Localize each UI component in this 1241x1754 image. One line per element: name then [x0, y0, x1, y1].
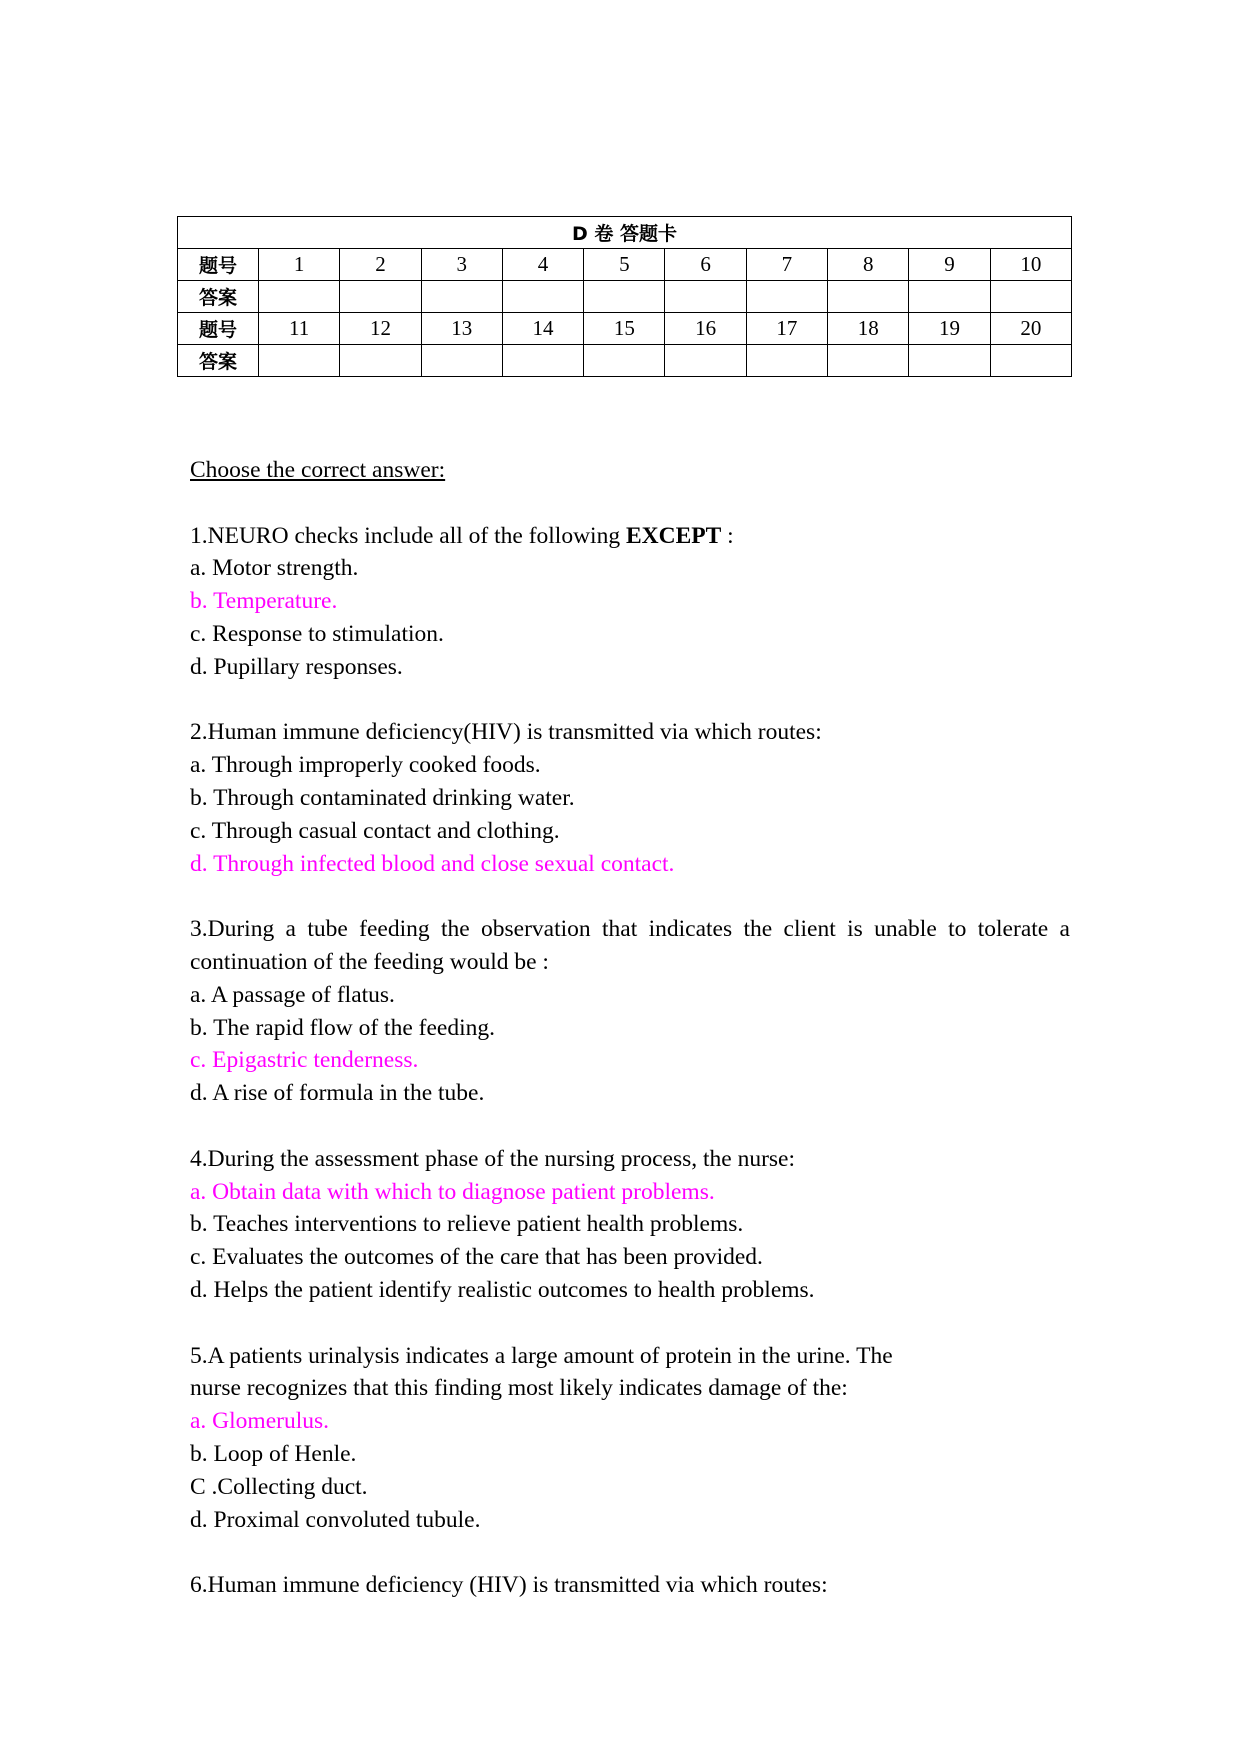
option-a: a. Motor strength. — [190, 555, 359, 582]
option-d-correct: d. Through infected blood and close sexual contact. — [190, 850, 675, 877]
answer-cell[interactable] — [421, 345, 502, 377]
answer-card-table — [177, 216, 1072, 377]
option-d: d. A rise of formula in the tube. — [190, 1080, 485, 1107]
option-a-correct: a. Obtain data with which to diagnose patient problems. — [190, 1178, 715, 1205]
option-c-correct: c. Epigastric tenderness. — [190, 1047, 419, 1074]
question-number-cell: 10 — [990, 249, 1071, 281]
answer-label: 答案 — [178, 281, 259, 313]
instruction-text: Choose the correct answer: — [190, 457, 446, 483]
question-number-cell: 2 — [340, 249, 421, 281]
option-d: d. Pupillary responses. — [190, 653, 403, 680]
question-stem-line-2: nurse recognizes that this finding most likely indicates damage of the: — [190, 1375, 848, 1402]
question-number-cell: 14 — [502, 313, 583, 345]
question-6 — [190, 1569, 1070, 1602]
question-1 — [190, 520, 1070, 684]
question-number-cell: 16 — [665, 313, 746, 345]
answer-cell[interactable] — [259, 281, 340, 313]
option-c: c. Response to stimulation. — [190, 620, 444, 647]
question-number-cell: 4 — [502, 249, 583, 281]
answer-cell[interactable] — [584, 281, 665, 313]
answer-cell[interactable] — [502, 345, 583, 377]
answer-cell[interactable] — [909, 281, 990, 313]
answer-label: 答案 — [178, 345, 259, 377]
question-3 — [190, 913, 1070, 1110]
answer-card-number-row — [178, 249, 1072, 281]
question-number-cell: 9 — [909, 249, 990, 281]
question-stem — [190, 520, 1070, 553]
answer-cell[interactable] — [990, 345, 1071, 377]
question-number-cell: 19 — [909, 313, 990, 345]
number-label: 题号 — [178, 249, 259, 281]
answer-cell[interactable] — [584, 345, 665, 377]
answer-cell[interactable] — [259, 345, 340, 377]
option-c: c. Through casual contact and clothing. — [190, 817, 560, 844]
option-b: b. Teaches interventions to relieve patient health problems. — [190, 1211, 744, 1238]
option-d: d. Helps the patient identify realistic outcomes to health problems. — [190, 1276, 815, 1303]
question-number-cell: 17 — [746, 313, 827, 345]
answer-card-title: D 卷 答题卡 — [178, 217, 1072, 249]
question-2 — [190, 716, 1070, 880]
answer-cell[interactable] — [828, 345, 909, 377]
option-a: a. A passage of flatus. — [190, 981, 395, 1008]
answer-cell[interactable] — [665, 281, 746, 313]
answer-cell[interactable] — [340, 281, 421, 313]
question-number-cell: 7 — [746, 249, 827, 281]
answer-card-number-row — [178, 313, 1072, 345]
stem-tail: : — [721, 522, 734, 549]
question-stem: 4.During the assessment phase of the nursing process, the nurse: — [190, 1145, 795, 1172]
stem-emphasis: EXCEPT — [625, 522, 722, 549]
stem-text: 1.NEURO checks include all of the following — [190, 522, 626, 549]
question-number-cell: 15 — [584, 313, 665, 345]
option-d: d. Proximal convoluted tubule. — [190, 1506, 481, 1533]
answer-cell[interactable] — [502, 281, 583, 313]
answer-cell[interactable] — [746, 345, 827, 377]
answer-card-title-row — [178, 217, 1072, 249]
option-b: b. Through contaminated drinking water. — [190, 784, 575, 811]
question-stem: 2.Human immune deficiency(HIV) is transmitted via which routes: — [190, 719, 822, 746]
option-b: b. Loop of Henle. — [190, 1440, 357, 1467]
option-a: a. Through improperly cooked foods. — [190, 752, 541, 779]
answer-cell[interactable] — [421, 281, 502, 313]
answer-cell[interactable] — [909, 345, 990, 377]
question-5 — [190, 1340, 1070, 1537]
question-number-cell: 13 — [421, 313, 502, 345]
question-stem-line-1: 5.A patients urinalysis indicates a large amount of protein in the urine. The — [190, 1342, 893, 1369]
question-list — [190, 454, 1070, 1635]
question-number-cell: 11 — [259, 313, 340, 345]
question-number-cell: 3 — [421, 249, 502, 281]
number-label: 题号 — [178, 313, 259, 345]
question-number-cell: 20 — [990, 313, 1071, 345]
answer-card-answer-row — [178, 345, 1072, 377]
answer-cell[interactable] — [828, 281, 909, 313]
answer-cell[interactable] — [990, 281, 1071, 313]
answer-cell[interactable] — [665, 345, 746, 377]
question-number-cell: 1 — [259, 249, 340, 281]
option-b: b. The rapid flow of the feeding. — [190, 1014, 495, 1041]
question-stem: 3.During a tube feeding the observation that indicates the client is unable to tolerate a continuation of the feeding would be : — [190, 916, 1070, 975]
question-4 — [190, 1143, 1070, 1307]
option-c: c. Evaluates the outcomes of the care that has been provided. — [190, 1244, 763, 1271]
question-number-cell: 6 — [665, 249, 746, 281]
question-number-cell: 12 — [340, 313, 421, 345]
question-stem: 6.Human immune deficiency (HIV) is transmitted via which routes: — [190, 1572, 828, 1599]
option-a-correct: a. Glomerulus. — [190, 1408, 330, 1435]
answer-cell[interactable] — [746, 281, 827, 313]
answer-cell[interactable] — [340, 345, 421, 377]
question-number-cell: 18 — [828, 313, 909, 345]
question-number-cell: 8 — [828, 249, 909, 281]
option-c: C .Collecting duct. — [190, 1473, 368, 1500]
option-b-correct: b. Temperature. — [190, 588, 338, 615]
question-number-cell: 5 — [584, 249, 665, 281]
answer-card-answer-row — [178, 281, 1072, 313]
